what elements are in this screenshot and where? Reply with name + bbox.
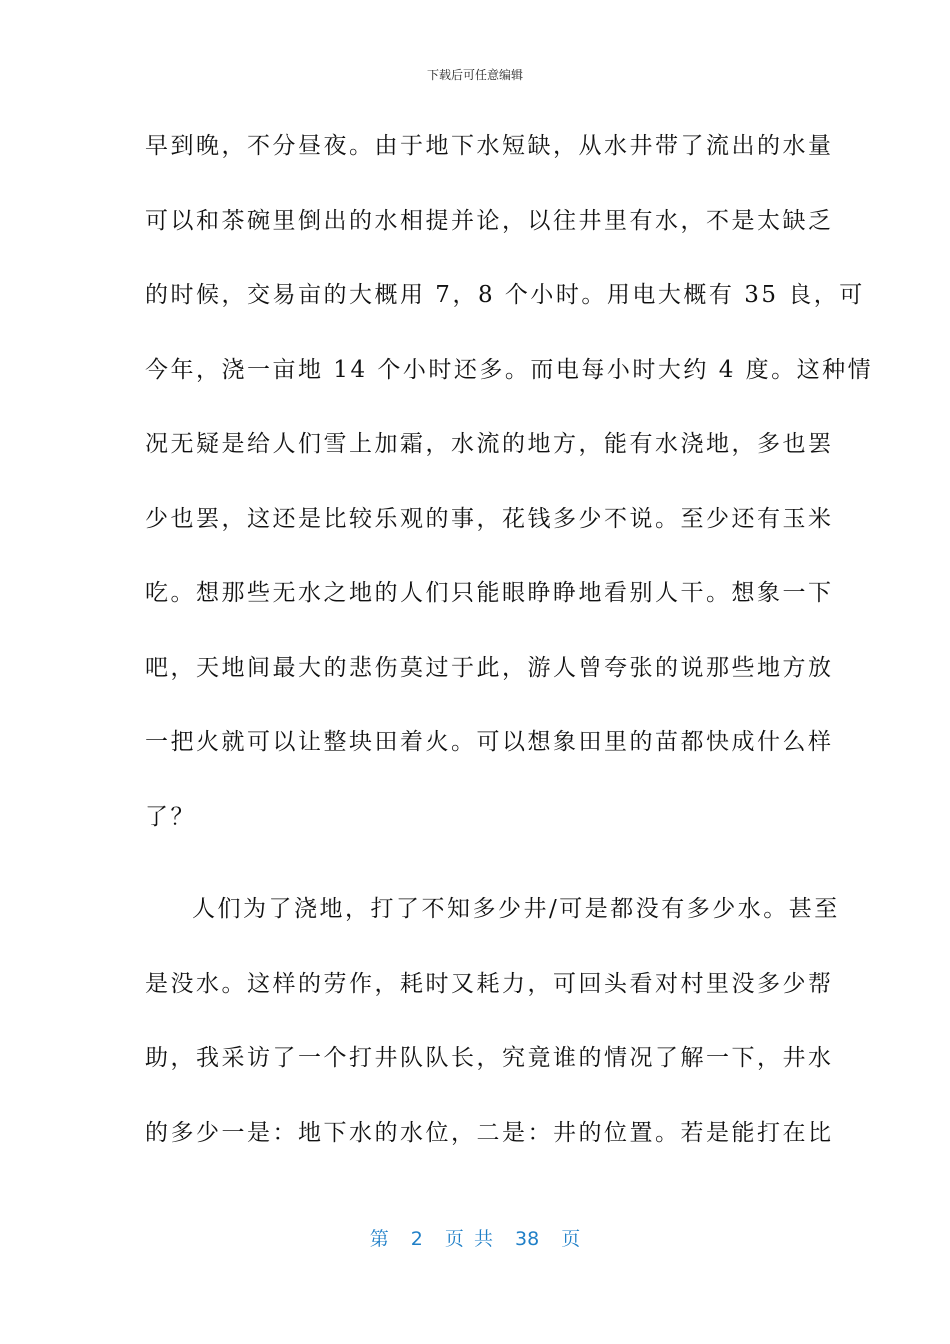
text-line: 的时候，交易亩的大概用 7，8 个小时。用电大概有 35 良，可 [145,282,865,308]
text-line: 一把火就可以让整块田着火。可以想象田里的苗都快成什么样 [145,729,834,755]
text-line: 吃。想那些无水之地的人们只能眼睁睁地看别人干。想象一下 [145,580,834,606]
body-text [145,126,874,1187]
footer-suffix: 页 [561,1228,581,1250]
text-line: 的多少一是：地下水的水位，二是：井的位置。若是能打在比 [145,1119,834,1146]
text-line: 少也罢，这还是比较乐观的事，花钱多少不说。至少还有玉米 [145,505,834,532]
footer-prefix: 第 [369,1228,389,1250]
text-line: 吧，天地间最大的悲伤莫过于此，游人曾夸张的说那些地方放 [145,654,834,681]
text-line: 早到晚，不分昼夜。由于地下水短缺，从水井带了流出的水量 [145,133,834,159]
page-footer [0,1224,950,1251]
text-line: 了？ [145,803,196,830]
page-header: 下载后可任意编辑 [426,68,523,82]
footer-middle: 页 共 [444,1228,493,1250]
total-pages: 38 [515,1228,540,1250]
page-number: 2 [410,1228,423,1250]
text-line: 今年，浇一亩地 14 个小时还多。而电每小时大约 4 度。这种情 [145,356,874,383]
text-line: 助，我采访了一个打井队队长，究竟谁的情况了解一下，井水 [145,1045,834,1071]
text-line: 可以和茶碗里倒出的水相提并论，以往井里有水，不是太缺乏 [145,207,834,234]
text-line: 是没水。这样的劳作，耗时又耗力，可回头看对村里没多少帮 [145,970,834,997]
text-line: 况无疑是给人们雪上加霜，水流的地方，能有水浇地，多也罢 [145,431,834,457]
paragraph-first-line: 人们为了浇地，打了不知多少井/可是都没有多少水。甚至 [192,896,840,922]
